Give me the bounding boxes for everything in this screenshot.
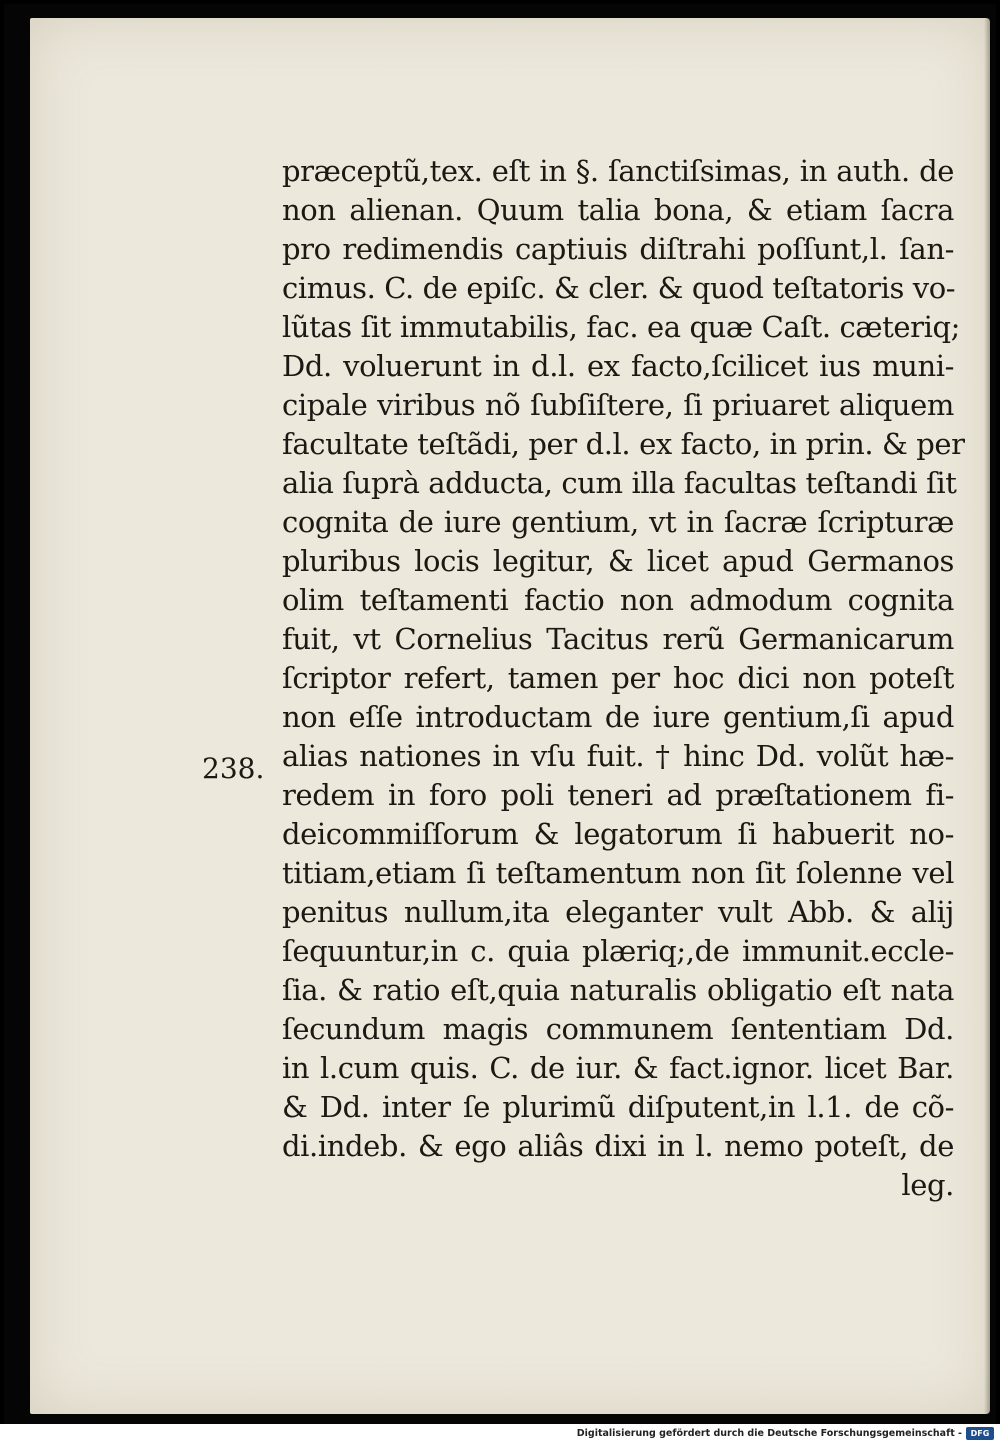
text-line: olim teſtamenti factio non admodum cognita xyxy=(282,583,954,617)
text-line: Dd. voluerunt in d.l. ex facto,ſcilicet ius muni- xyxy=(282,349,954,383)
text-line: ſecundum magis communem ſententiam Dd. xyxy=(282,1012,954,1046)
catchword: leg. xyxy=(901,1168,954,1202)
dfg-logo-icon: DFG xyxy=(966,1427,994,1440)
text-line: alia ſuprà adducta, cum illa facultas teſtandi ſit xyxy=(282,466,957,500)
text-line: titiam,etiam ſi teſtamentum non ſit ſolenne vel xyxy=(282,856,954,890)
text-line: cimus. C. de epiſc. & cler. & quod teſtatoris vo- xyxy=(282,271,956,305)
text-line: cipale viribus nõ ſubſiſtere, ſi priuaret aliquem xyxy=(282,388,954,422)
text-line: ſequuntur,in c. quia plæriq;,de immunit.eccle- xyxy=(282,934,954,968)
text-line: ſia. & ratio eſt,quia naturalis obligatio eſt nata xyxy=(282,973,954,1007)
text-line: lũtas ſit immutabilis, fac. ea quæ Caſt. cæteriq; xyxy=(282,310,961,344)
text-line: pluribus locis legitur, & licet apud Germanos xyxy=(282,544,954,578)
text-line: non eſſe introductam de iure gentium,ſi apud xyxy=(282,700,954,734)
text-line: alias nationes in vſu fuit. † hinc Dd. volũt hæ- xyxy=(282,739,954,773)
text-line: facultate teſtãdi, per d.l. ex facto, in prin. & per xyxy=(282,427,965,461)
text-line: præceptũ,tex. eſt in §. ſanctiſsimas, in auth. de xyxy=(282,154,954,188)
text-line: ſcriptor refert, tamen per hoc dici non poteſt xyxy=(282,661,954,695)
text-line: cognita de iure gentium, vt in ſacræ ſcripturæ xyxy=(282,505,954,539)
body-text xyxy=(282,152,965,1205)
text-line: di.indeb. & ego aliâs dixi in l. nemo poteſt, de xyxy=(282,1129,954,1163)
text-line: pro redimendis captiuis diſtrahi poſſunt,l. ſan- xyxy=(282,232,954,266)
text-line: in l.cum quis. C. de iur. & fact.ignor. licet Bar. xyxy=(282,1051,954,1085)
digitization-credit: Digitalisierung gefördert durch die Deutsche Forschungsgemeinschaft - xyxy=(576,1428,962,1439)
text-line: fuit, vt Cornelius Tacitus rerũ Germanicarum xyxy=(282,622,954,656)
text-line: penitus nullum,ita eleganter vult Abb. & alij xyxy=(282,895,954,929)
text-line: non alienan. Quum talia bona, & etiam ſacra xyxy=(282,193,954,227)
text-line: & Dd. inter ſe plurimũ diſputent,in l.1. de cõ- xyxy=(282,1090,954,1124)
text-line: redem in foro poli teneri ad præſtationem fi- xyxy=(282,778,954,812)
margin-note-number: 238. xyxy=(202,752,265,785)
text-line: deicommiſſorum & legatorum ſi habuerit no- xyxy=(282,817,954,851)
